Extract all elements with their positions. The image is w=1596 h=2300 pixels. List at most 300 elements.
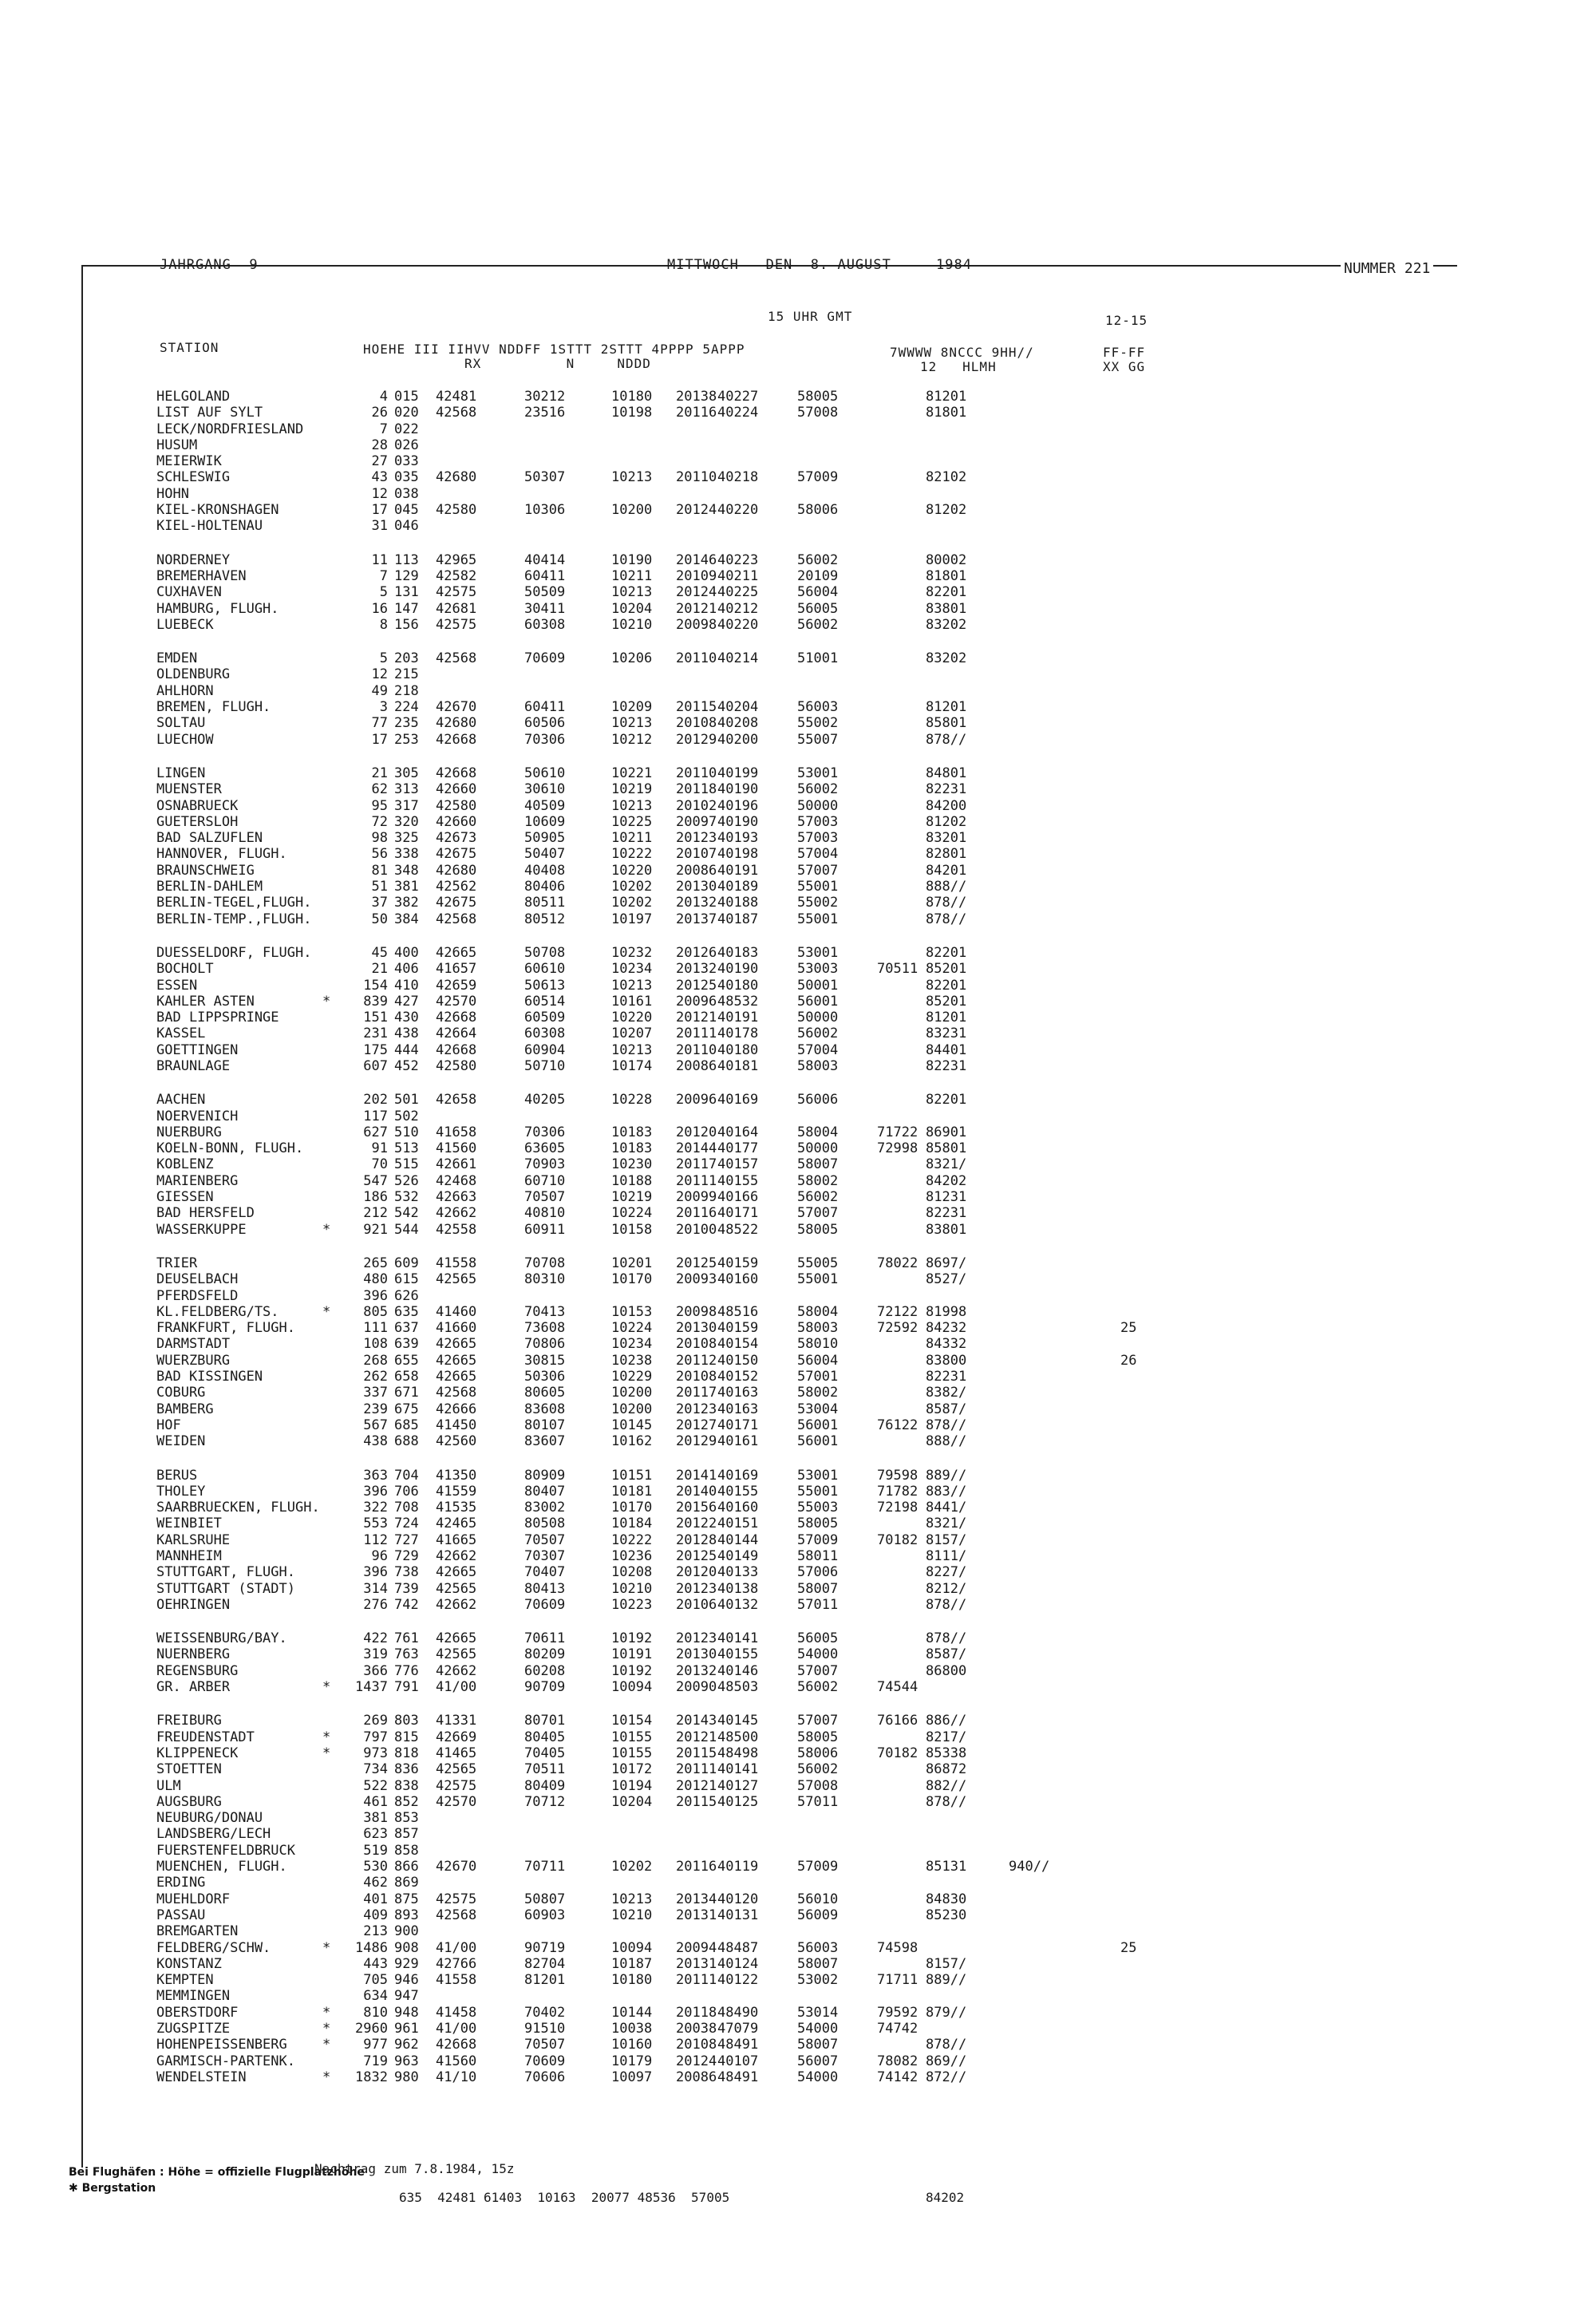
station-row — [156, 1630, 1337, 1646]
station-height: 337 — [363, 1385, 388, 1401]
synop-group: 42580 — [436, 797, 477, 814]
synop-group: 10201 — [611, 1255, 653, 1271]
synop-group: 55002 — [797, 895, 839, 911]
synop-group: 10306 — [524, 502, 566, 519]
synop-group: 40149 — [717, 1548, 759, 1564]
synop-group: 30815 — [524, 1352, 566, 1369]
station-index: 338 — [394, 846, 419, 863]
synop-group: 58007 — [797, 2037, 839, 2053]
synop-group: 56002 — [797, 1026, 839, 1042]
synop-group: 10179 — [611, 2053, 653, 2069]
station-name: STOETTEN — [156, 1761, 222, 1778]
synop-group: 10151 — [611, 1467, 653, 1484]
synop-group: 10232 — [611, 944, 653, 961]
synop-group: 41560 — [436, 2053, 477, 2069]
synop-group: 82704 — [524, 1955, 566, 1972]
synop-group: 58007 — [797, 1580, 839, 1597]
cloud-group: 81202 — [926, 813, 967, 830]
synop-group: 20121 — [676, 600, 717, 617]
station-height: 314 — [363, 1580, 388, 1597]
synop-group: 57006 — [797, 1564, 839, 1581]
synop-group: 42662 — [436, 1548, 477, 1564]
station-row — [156, 1026, 1337, 1041]
station-height: 3 — [379, 699, 388, 716]
mountain-station-marker: * — [322, 993, 331, 1010]
synop-group: 80605 — [524, 1385, 566, 1401]
station-index: 685 — [394, 1417, 419, 1433]
synop-group: 55001 — [797, 879, 839, 895]
station-row — [156, 1761, 1337, 1777]
station-height: 627 — [363, 1124, 388, 1140]
cloud-group: 85131 — [926, 1859, 967, 1875]
synop-group: 80406 — [524, 879, 566, 895]
section-gap — [156, 1613, 1337, 1630]
synop-group: 80511 — [524, 895, 566, 911]
synop-group: 20132 — [676, 895, 717, 911]
synop-group: 20108 — [676, 2037, 717, 2053]
synop-group: 20097 — [676, 813, 717, 830]
cloud-group: 83202 — [926, 616, 967, 633]
station-name: DARMSTADT — [156, 1336, 231, 1353]
synop-group: 20138 — [676, 389, 717, 405]
station-index: 609 — [394, 1255, 419, 1271]
weather-group: 71782 — [877, 1483, 918, 1500]
synop-group: 55001 — [797, 1271, 839, 1288]
station-height: 396 — [363, 1483, 388, 1500]
station-name: BERLIN-DAHLEM — [156, 879, 263, 895]
station-row — [156, 1140, 1337, 1156]
station-height: 921 — [363, 1221, 388, 1238]
synop-group: 70413 — [524, 1303, 566, 1320]
cloud-group: 81201 — [926, 699, 967, 716]
station-name: KLIPPENECK — [156, 1745, 239, 1761]
synop-group: 60514 — [524, 993, 566, 1010]
synop-group: 20107 — [676, 846, 717, 863]
station-name: BREMERHAVEN — [156, 567, 247, 584]
station-row — [156, 502, 1337, 518]
synop-group: 40132 — [717, 1596, 759, 1613]
cloud-group: 882// — [926, 1777, 967, 1794]
synop-group: 70507 — [524, 2037, 566, 2053]
synop-group: 80209 — [524, 1646, 566, 1663]
synop-group: 40166 — [717, 1189, 759, 1206]
synop-group: 40159 — [717, 1320, 759, 1337]
station-row — [156, 911, 1337, 927]
cloud-group: 80002 — [926, 551, 967, 568]
synop-group: 50001 — [797, 977, 839, 994]
synop-group: 10207 — [611, 1026, 653, 1042]
station-height: 634 — [363, 1988, 388, 2005]
synop-group: 42668 — [436, 1010, 477, 1026]
station-height: 37 — [371, 895, 388, 911]
synop-group: 48516 — [717, 1303, 759, 1320]
station-row — [156, 699, 1337, 715]
station-row — [156, 666, 1337, 682]
synop-group: 40414 — [524, 551, 566, 568]
station-name: DEUSELBACH — [156, 1271, 239, 1288]
station-index: 791 — [394, 1679, 419, 1696]
synop-group: 20116 — [676, 1205, 717, 1222]
synop-group: 20118 — [676, 2004, 717, 2021]
station-height: 805 — [363, 1303, 388, 1320]
station-name: MUEHLDORF — [156, 1891, 231, 1907]
station-row — [156, 1548, 1337, 1564]
station-row — [156, 568, 1337, 584]
synop-group: 20132 — [676, 961, 717, 978]
synop-group: 20128 — [676, 1531, 717, 1548]
synop-group: 40155 — [717, 1483, 759, 1500]
cloud-group: 85801 — [926, 715, 967, 732]
station-index: 156 — [394, 616, 419, 633]
weather-group: 74598 — [877, 1939, 918, 1956]
weather-group: 74142 — [877, 2069, 918, 2085]
station-name: OSNABRUECK — [156, 797, 239, 814]
station-row — [156, 1663, 1337, 1679]
synop-group: 48522 — [717, 1221, 759, 1238]
synop-group: 40214 — [717, 650, 759, 667]
station-name: BREMEN, FLUGH. — [156, 699, 271, 716]
station-height: 231 — [363, 1026, 388, 1042]
station-index: 317 — [394, 797, 419, 814]
station-name: FREUDENSTADT — [156, 1729, 255, 1745]
station-row — [156, 1826, 1337, 1842]
synop-group: 40227 — [717, 389, 759, 405]
synop-group: 10188 — [611, 1172, 653, 1189]
synop-group: 42565 — [436, 1580, 477, 1597]
station-height: 1832 — [355, 2069, 388, 2085]
station-name: ESSEN — [156, 977, 198, 994]
synop-group: 20122 — [676, 1516, 717, 1532]
mountain-station-marker: * — [322, 2037, 331, 2053]
synop-group: 48498 — [717, 1745, 759, 1761]
station-index: 948 — [394, 2004, 419, 2021]
synop-group: 10160 — [611, 2037, 653, 2053]
station-row — [156, 1581, 1337, 1597]
synop-group: 40122 — [717, 1972, 759, 1989]
weather-group: 79598 — [877, 1467, 918, 1484]
synop-group: 20086 — [676, 2069, 717, 2085]
station-index: 866 — [394, 1859, 419, 1875]
cloud-group: 85230 — [926, 1907, 967, 1923]
synop-group: 70511 — [524, 1761, 566, 1778]
synop-group: 10222 — [611, 1531, 653, 1548]
synop-group: 58003 — [797, 1320, 839, 1337]
station-row — [156, 765, 1337, 781]
synop-group: 58010 — [797, 1336, 839, 1353]
synop-group: 20096 — [676, 993, 717, 1010]
station-height: 62 — [371, 781, 388, 798]
synop-group: 20115 — [676, 699, 717, 716]
synop-group: 42665 — [436, 1630, 477, 1647]
synop-group: 20112 — [676, 1352, 717, 1369]
synop-group: 42660 — [436, 781, 477, 798]
synop-group: 56010 — [797, 1891, 839, 1907]
station-name: KARLSRUHE — [156, 1531, 231, 1548]
volume-label: JAHRGANG 9 — [160, 257, 259, 273]
station-name: ZUGSPITZE — [156, 2021, 231, 2037]
station-name: HOF — [156, 1417, 181, 1433]
synop-group: 40220 — [717, 502, 759, 519]
synop-group: 41331 — [436, 1713, 477, 1729]
synop-group: 50509 — [524, 584, 566, 601]
station-height: 31 — [371, 518, 388, 535]
station-name: NOERVENICH — [156, 1108, 239, 1124]
synop-group: 41660 — [436, 1320, 477, 1337]
station-name: WUERZBURG — [156, 1352, 231, 1369]
synop-group: 10219 — [611, 781, 653, 798]
mountain-station-marker: * — [322, 1729, 331, 1745]
station-index: 727 — [394, 1531, 419, 1548]
synop-group: 42669 — [436, 1729, 477, 1745]
synop-group: 40190 — [717, 813, 759, 830]
station-row — [156, 715, 1337, 731]
synop-group: 53001 — [797, 1467, 839, 1484]
synop-group: 20115 — [676, 1793, 717, 1810]
synop-group: 10206 — [611, 650, 653, 667]
weather-group: 76122 — [877, 1417, 918, 1433]
synop-group: 10213 — [611, 1891, 653, 1907]
synop-group: 56003 — [797, 699, 839, 716]
synop-group: 10236 — [611, 1548, 653, 1564]
cloud-group: 86872 — [926, 1761, 967, 1778]
synop-group: 55007 — [797, 731, 839, 748]
synop-group: 60904 — [524, 1041, 566, 1058]
station-row — [156, 1679, 1337, 1695]
synop-group: 10038 — [611, 2021, 653, 2037]
station-row — [156, 1385, 1337, 1401]
station-height: 396 — [363, 1287, 388, 1304]
station-name: OEHRINGEN — [156, 1596, 231, 1613]
synop-group: 70806 — [524, 1336, 566, 1353]
station-row — [156, 1124, 1337, 1140]
synop-group: 10170 — [611, 1271, 653, 1288]
station-row — [156, 518, 1337, 534]
station-height: 7 — [379, 421, 388, 437]
synop-group: 56007 — [797, 2053, 839, 2069]
station-name: NEUBURG/DONAU — [156, 1810, 263, 1827]
station-index: 544 — [394, 1221, 419, 1238]
station-name: THOLEY — [156, 1483, 206, 1500]
synop-group: 20109 — [797, 567, 839, 584]
synop-group: 91510 — [524, 2021, 566, 2037]
synop-group: 42658 — [436, 1092, 477, 1109]
synop-group: 20098 — [676, 616, 717, 633]
station-index: 658 — [394, 1369, 419, 1385]
synop-group: 40224 — [717, 405, 759, 421]
weather-group: 78082 — [877, 2053, 918, 2069]
synop-group: 40160 — [717, 1271, 759, 1288]
station-height: 797 — [363, 1729, 388, 1745]
weather-group: 72998 — [877, 1140, 918, 1157]
synop-group: 10210 — [611, 616, 653, 633]
synop-group: 70405 — [524, 1745, 566, 1761]
synop-group: 42568 — [436, 1385, 477, 1401]
synop-group: 56006 — [797, 1092, 839, 1109]
synop-group: 10238 — [611, 1352, 653, 1369]
station-height: 70 — [371, 1156, 388, 1173]
station-name: WEISSENBURG/BAY. — [156, 1630, 287, 1647]
station-row — [156, 1956, 1337, 1972]
synop-group: 56001 — [797, 1433, 839, 1450]
station-row — [156, 814, 1337, 830]
synop-group: 10220 — [611, 862, 653, 879]
synop-group: 42560 — [436, 1433, 477, 1450]
synop-group: 10094 — [611, 1939, 653, 1956]
synop-group: 50307 — [524, 469, 566, 486]
synop-group: 10181 — [611, 1483, 653, 1500]
synop-group: 20111 — [676, 1172, 717, 1189]
station-height: 12 — [371, 666, 388, 683]
synop-group: 20146 — [676, 551, 717, 568]
station-index: 502 — [394, 1108, 419, 1124]
station-index: 427 — [394, 993, 419, 1010]
synop-group: 42673 — [436, 830, 477, 847]
synop-group: 10180 — [611, 1972, 653, 1989]
station-height: 91 — [371, 1140, 388, 1157]
station-name: KIEL-KRONSHAGEN — [156, 502, 279, 519]
cloud-group: 83801 — [926, 600, 967, 617]
station-name: BERUS — [156, 1467, 198, 1484]
cloud-group: 86800 — [926, 1662, 967, 1679]
cloud-group: 82231 — [926, 1369, 967, 1385]
synop-group: 20120 — [676, 1564, 717, 1581]
synop-group: 10183 — [611, 1124, 653, 1140]
synop-group: 40107 — [717, 2053, 759, 2069]
synop-group: 58004 — [797, 1303, 839, 1320]
cloud-group: 878// — [926, 1630, 967, 1647]
synop-group: 42659 — [436, 977, 477, 994]
weather-group: 72592 — [877, 1320, 918, 1337]
synop-group: 40204 — [717, 699, 759, 716]
cloud-group: 889// — [926, 1972, 967, 1989]
station-name: LIST AUF SYLT — [156, 405, 263, 421]
synop-group: 70407 — [524, 1564, 566, 1581]
station-name: NUERNBERG — [156, 1646, 231, 1663]
station-index: 675 — [394, 1401, 419, 1417]
synop-group: 40223 — [717, 551, 759, 568]
synop-group: 20143 — [676, 1713, 717, 1729]
synop-group: 57007 — [797, 1205, 839, 1222]
station-name: LINGEN — [156, 765, 206, 781]
synop-group: 20115 — [676, 1745, 717, 1761]
synop-group: 40211 — [717, 567, 759, 584]
synop-group: 23516 — [524, 405, 566, 421]
synop-group: 70609 — [524, 2053, 566, 2069]
station-height: 45 — [371, 944, 388, 961]
cloud-group: 878// — [926, 731, 967, 748]
weather-group: 76166 — [877, 1713, 918, 1729]
synop-group: 10609 — [524, 813, 566, 830]
synop-group: 40164 — [717, 1124, 759, 1140]
station-row — [156, 683, 1337, 699]
synop-group: 10170 — [611, 1500, 653, 1516]
station-height: 265 — [363, 1255, 388, 1271]
station-height: 81 — [371, 862, 388, 879]
synop-group: 57008 — [797, 1777, 839, 1794]
synop-group: 54000 — [797, 2069, 839, 2085]
station-name: WEIDEN — [156, 1433, 206, 1450]
station-row — [156, 1597, 1337, 1613]
cloud-group: 81801 — [926, 405, 967, 421]
synop-group: 50407 — [524, 846, 566, 863]
station-row — [156, 994, 1337, 1010]
synop-group: 48491 — [717, 2069, 759, 2085]
synop-group: 20156 — [676, 1500, 717, 1516]
synop-group: 58007 — [797, 1156, 839, 1173]
synop-group: 10153 — [611, 1303, 653, 1320]
station-row — [156, 1271, 1337, 1287]
synop-group: 41657 — [436, 961, 477, 978]
cloud-group: 8321/ — [926, 1156, 967, 1173]
synop-group: 10225 — [611, 813, 653, 830]
station-index: 218 — [394, 682, 419, 699]
station-row — [156, 1843, 1337, 1859]
synop-group: 42575 — [436, 584, 477, 601]
synop-group: 56002 — [797, 1761, 839, 1778]
cloud-group: 8227/ — [926, 1564, 967, 1581]
synop-group: 10158 — [611, 1221, 653, 1238]
synop-group: 58004 — [797, 1124, 839, 1140]
cloud-group: 8441/ — [926, 1500, 967, 1516]
station-index: 626 — [394, 1287, 419, 1304]
station-index: 203 — [394, 650, 419, 667]
station-height: 154 — [363, 977, 388, 994]
station-height: 396 — [363, 1564, 388, 1581]
synop-group: 55001 — [797, 1483, 839, 1500]
station-index: 742 — [394, 1596, 419, 1613]
station-name: LUECHOW — [156, 731, 214, 748]
synop-group: 40119 — [717, 1859, 759, 1875]
synop-group: 42668 — [436, 1041, 477, 1058]
station-index: 313 — [394, 781, 419, 798]
station-name: FRANKFURT, FLUGH. — [156, 1320, 295, 1337]
station-row — [156, 437, 1337, 453]
cloud-group: 8157/ — [926, 1531, 967, 1548]
station-index: 852 — [394, 1793, 419, 1810]
synop-group: 10202 — [611, 895, 653, 911]
synop-group: 20094 — [676, 1939, 717, 1956]
station-height: 443 — [363, 1955, 388, 1972]
synop-group: 57004 — [797, 846, 839, 863]
section-gap — [156, 633, 1337, 650]
station-index: 818 — [394, 1745, 419, 1761]
synop-group: 42665 — [436, 1564, 477, 1581]
station-index: 776 — [394, 1662, 419, 1679]
synop-group: 60911 — [524, 1221, 566, 1238]
station-height: 322 — [363, 1500, 388, 1516]
station-index: 410 — [394, 977, 419, 994]
synop-group: 42675 — [436, 895, 477, 911]
station-row — [156, 1417, 1337, 1433]
synop-group: 40125 — [717, 1793, 759, 1810]
addendum-cloud-group: 84202 — [926, 2190, 965, 2205]
station-name: FELDBERG/SCHW. — [156, 1939, 271, 1956]
cloud-group: 82201 — [926, 1092, 967, 1109]
synop-group: 40159 — [717, 1255, 759, 1271]
synop-group: 20111 — [676, 1972, 717, 1989]
synop-group: 40191 — [717, 1010, 759, 1026]
synop-group: 40189 — [717, 879, 759, 895]
synop-group: 90719 — [524, 1939, 566, 1956]
station-index: 961 — [394, 2021, 419, 2037]
station-table — [156, 389, 1337, 2085]
station-height: 17 — [371, 731, 388, 748]
synop-group: 42558 — [436, 1221, 477, 1238]
station-index: 215 — [394, 666, 419, 683]
synop-group: 10191 — [611, 1646, 653, 1663]
station-index: 908 — [394, 1939, 419, 1956]
synop-group: 48503 — [717, 1679, 759, 1696]
